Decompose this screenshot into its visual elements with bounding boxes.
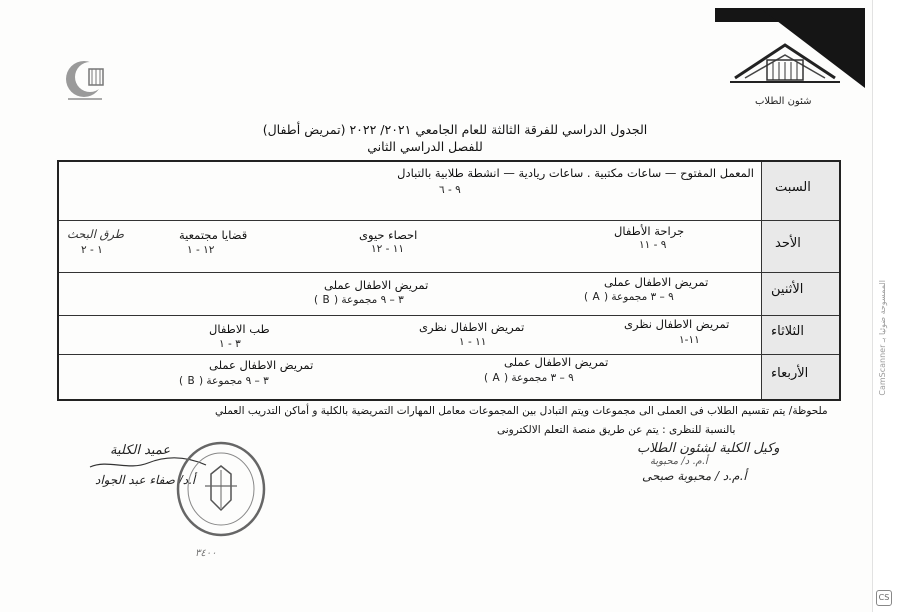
logo-caption: شئون الطلاب (755, 96, 812, 107)
scan-mark: ٣٤٠٠ (195, 548, 217, 559)
saturday-time: ٩ - ٦ (439, 184, 461, 196)
course-time: ١١-١ (679, 334, 700, 346)
scanner-watermark: الممسوحة ضوئيا بـ CamScanner (878, 280, 887, 396)
course-time: ١ - ٢ (81, 244, 103, 256)
group-a-time: ٩ – ٣ مجموعة ( A ) (584, 291, 674, 303)
group-b-time: ٣ – ٩ مجموعة ( B ) (314, 294, 404, 306)
official-stamp-icon (175, 440, 267, 538)
note-practical: ملحوظة/ يتم تقسيم الطلاب فى العملى الى مجموعات ويتم التبادل بين المجموعات معامل المهارات التمريضية بالكلية و أماكن التدريب العملي (215, 405, 828, 417)
day-wednesday: الأربعاء (771, 366, 809, 381)
day-tuesday: الثلاثاء (771, 324, 804, 339)
row-divider (59, 272, 839, 273)
course-research-methods: طرق البحث (67, 227, 124, 241)
vice-dean-name: أ.م.د / محبوبة صبحى (642, 469, 747, 483)
course-pediatric-theory: تمريض الاطفال نظرى (419, 320, 525, 334)
course-pediatric-practical-b: تمريض الاطفال عملى (209, 358, 314, 372)
day-column-divider (761, 162, 762, 399)
course-pediatric-practical-a: تمريض الاطفال عملى (504, 355, 609, 369)
group-a-time: ٩ – ٣ مجموعة ( A ) (484, 372, 574, 384)
note-theory: بالنسبة للنظرى : يتم عن طريق منصة التعلم الالكترونى (497, 424, 736, 436)
day-monday: الأثنين (771, 282, 804, 297)
course-pediatric-theory: تمريض الاطفال نظرى (624, 317, 730, 331)
course-pediatrics: طب الاطفال (209, 322, 270, 336)
row-divider (59, 315, 839, 316)
course-time: ١١ - ١ (459, 336, 487, 348)
course-time: ٣ - ١ (219, 338, 241, 350)
vice-dean-signature: أ.م. د/ محبوبة (650, 456, 708, 467)
day-sunday: الأحد (775, 236, 801, 251)
course-pediatric-surgery: جراحة الأطفال (614, 224, 685, 238)
schedule-table (57, 160, 841, 401)
row-divider (59, 220, 839, 221)
course-time: ١١ - ١٢ (371, 243, 405, 255)
faculty-logo-icon (705, 10, 870, 110)
semester-title: للفصل الدراسي الثاني (367, 139, 483, 154)
camscanner-badge-icon: CS (876, 590, 892, 606)
group-b-time: ٣ – ٩ مجموعة ( B ) (179, 375, 269, 387)
row-divider (59, 354, 839, 355)
course-pediatric-practical-a: تمريض الاطفال عملى (604, 275, 709, 289)
course-time: ١٢ - ١ (187, 244, 215, 256)
course-time: ٩ - ١١ (639, 239, 667, 251)
dean-title: عميد الكلية (110, 443, 171, 458)
course-pediatric-practical-b: تمريض الاطفال عملى (324, 278, 429, 292)
day-saturday: السبت (775, 180, 811, 195)
dean-name: أ.د/ صفاء عبد الجواد (95, 473, 196, 487)
university-logo-icon (62, 55, 112, 105)
saturday-activities: المعمل المفتوح — ساعات مكتبية . ساعات ريادية — انشطة طلابية بالتبادل (397, 166, 754, 180)
schedule-title: الجدول الدراسي للفرقة الثالثة للعام الجامعي ٢٠٢١/ ٢٠٢٢ (تمريض أطفال) (262, 122, 648, 137)
course-biostatistics: احصاء حيوى (359, 228, 418, 242)
vice-dean-title: وكيل الكلية لشئون الطلاب (637, 441, 780, 456)
course-community-issues: قضايا مجتمعية (179, 228, 248, 242)
